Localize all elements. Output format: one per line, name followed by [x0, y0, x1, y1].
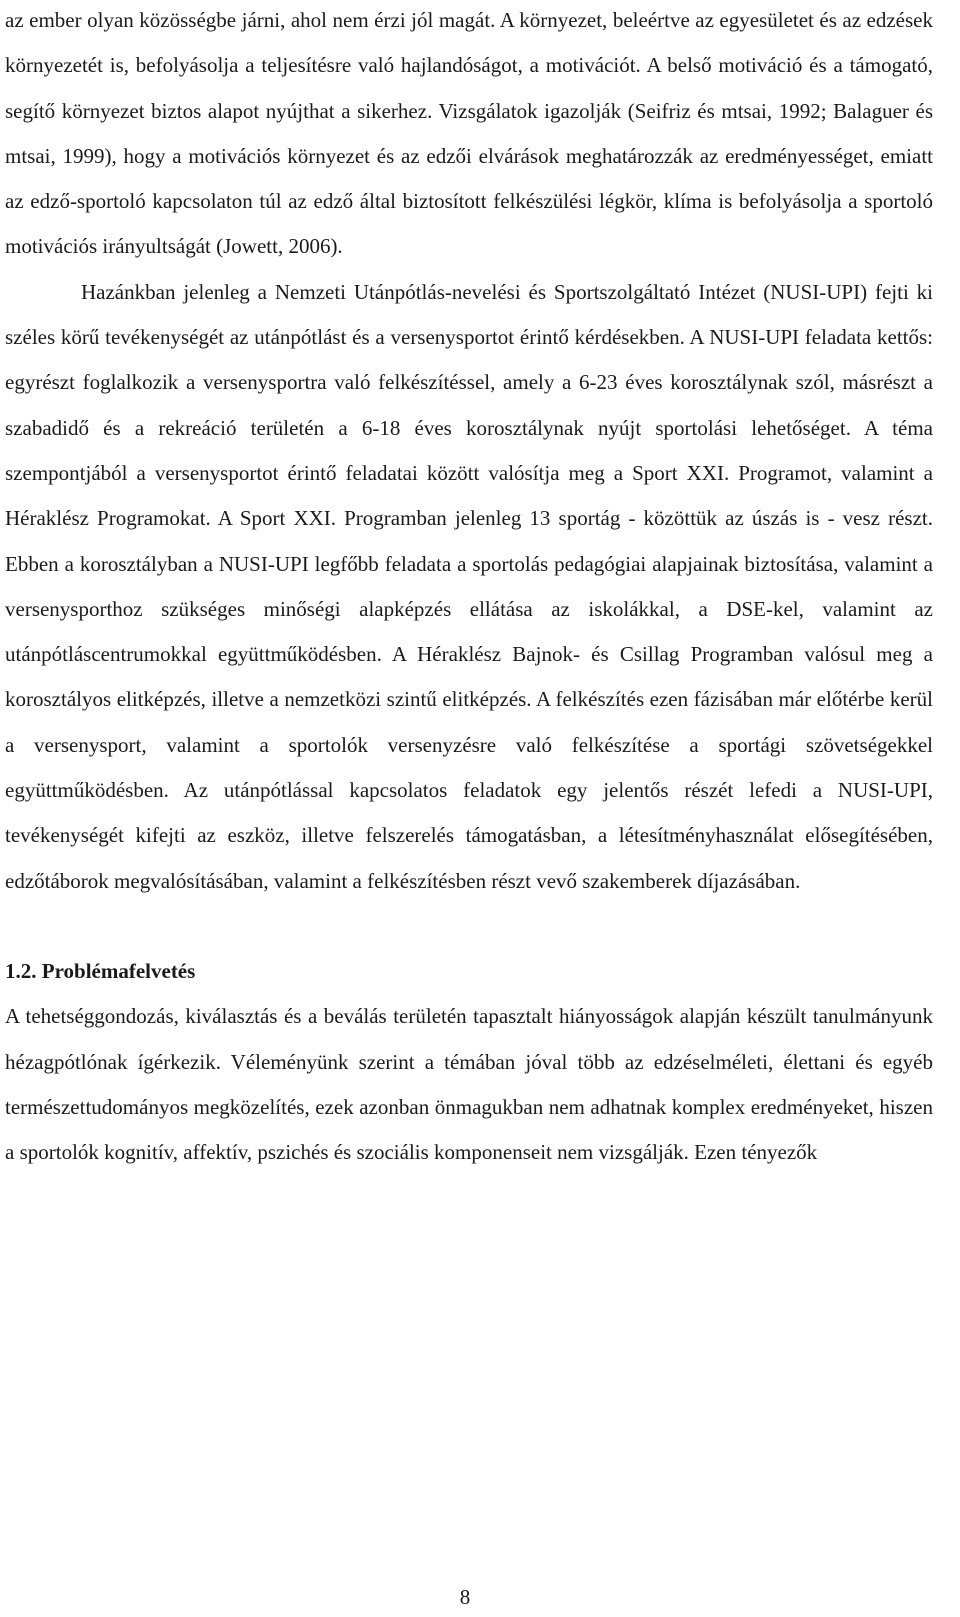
document-page [5, 0, 933, 1175]
section-heading: 1.2. Problémafelvetés [5, 958, 196, 983]
paragraph-nusi-upi: Hazánkban jelenleg a Nemzeti Utánpótlás-nevelési és Sportszolgáltató Intézet (NUSI-UPI) fejti ki széles körű tevékenységét az utánpótlást és a versenysportot érintő kérdésekben. A NUSI-UPI feladata kettős: egyrészt foglalkozik a versenysportra való felkészítéssel, amely a 6-23 éves korosztálynak szól, másrészt a szabadidő és a rekreáció területén a 6-18 éves korosztálynak nyújt sportolási lehetőséget. A téma szempontjából a versenysportot érintő feladatai között valósítja meg a Sport XXI. Programot, valamint a Héraklész Programokat. A Sport XXI. Programban jelenleg 13 sportág - közöttük az úszás is - vesz részt. Ebben a korosztályban a NUSI-UPI legfőbb feladata a sportolás pedagógiai alapjainak biztosítása, valamint a versenysporthoz szükséges minőségi alapképzés ellátása az iskolákkal, a DSE-kel, valamint az utánpótláscentrumokkal együttműködésben. A Héraklész Bajnok- és Csillag Programban valósul meg a korosztályos elitképzés, illetve a nemzetközi szintű elitképzés. A felkészítés ezen fázisában már előtérbe kerül a versenysport, valamint a sportolók versenyzésre való felkészítése a sportági szövetségekkel együttműködésben. Az utánpótlással kapcsolatos feladatok egy jelentős részét lefedi a NUSI-UPI, tevékenységét kifejti az eszköz, illetve felszerelés támogatásban, a létesítményhasználat elősegítésében, edzőtáborok megvalósításában, valamint a felkészítésben részt vevő szakemberek díjazásában. [5, 279, 933, 893]
paragraph-motivation: az ember olyan közösségbe járni, ahol nem érzi jól magát. A környezet, beleértve az egyesületet és az edzések környezetét is, befolyásolja a teljesítésre való hajlandóságot, a motivációt. A belső motiváció és a támogató, segítő környezet biztos alapot nyújthat a sikerhez. Vizsgálatok igazolják (Seifriz és mtsai, 1992; Balaguer és mtsai, 1999), hogy a motivációs környezet és az edzői elvárások meghatározzák az eredményességet, emiatt az edző-sportoló kapcsolaton túl az edző által biztosított felkészülési légkör, klíma is befolyásolja a sportoló motivációs irányultságát (Jowett, 2006). [5, 8, 933, 259]
paragraph-problem-statement: A tehetséggondozás, kiválasztás és a beválás területén tapasztalt hiányosságok alapján készült tanulmányunk hézagpótlónak ígérkezik. Véleményünk szerint a témában jóval több az edzéselméleti, élettani és egyéb természettudományos megközelítés, ezek azonban önmagukban nem adhatnak komplex eredményeket, hiszen a sportolók kognitív, affektív, pszichés és szociális komponenseit nem vizsgálják. Ezen tényezők [5, 1004, 933, 1165]
page-number: 8 [459, 1585, 471, 1609]
